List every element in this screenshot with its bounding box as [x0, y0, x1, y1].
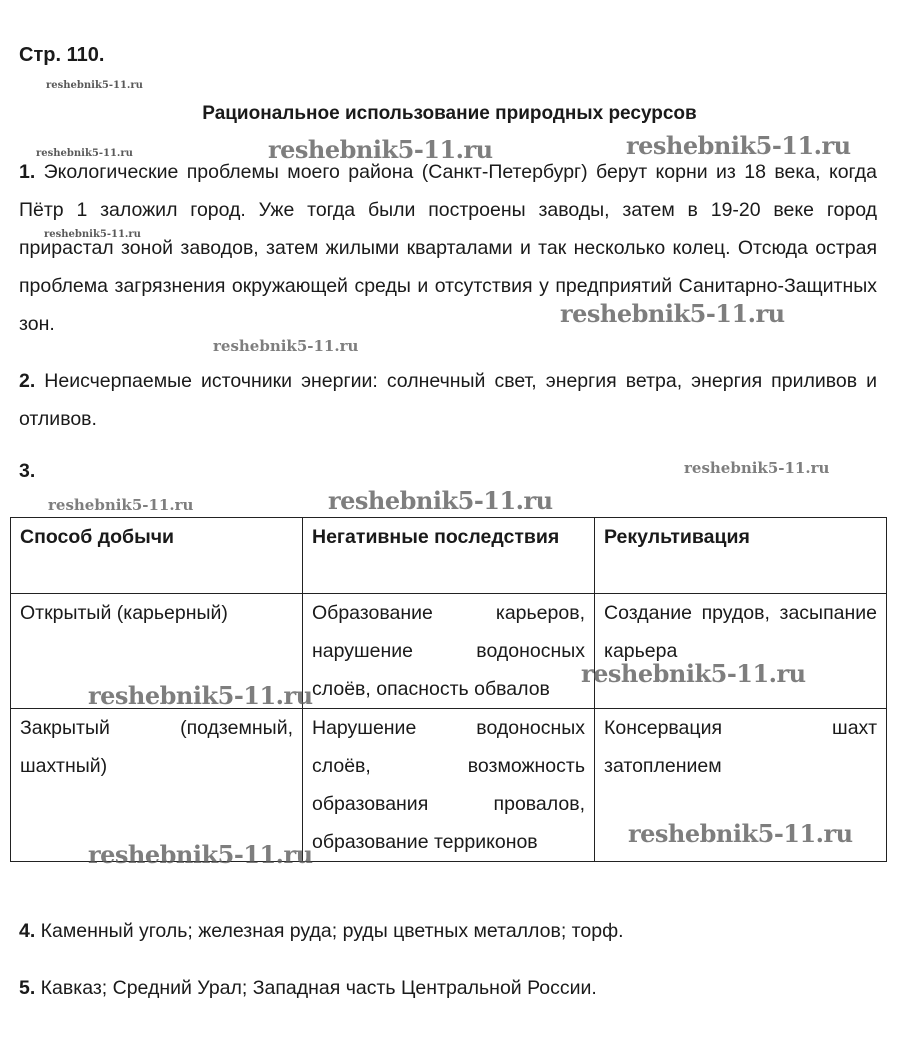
- answer-number: 5.: [19, 977, 36, 999]
- watermark: reshebnik5-11.ru: [88, 681, 313, 710]
- watermark: reshebnik5-11.ru: [44, 229, 141, 240]
- table-header: Способ добычи: [11, 518, 303, 594]
- answer-text: Каменный уголь; железная руда; руды цветных металлов; торф.: [35, 920, 624, 942]
- table-cell: Создание прудов, засыпание карьера: [595, 594, 887, 709]
- answer-1: [19, 153, 877, 343]
- table-cell: Образование карьеров, нарушение водоносных слоёв, опасность обвалов: [303, 594, 595, 709]
- watermark: reshebnik5-11.ru: [684, 459, 830, 477]
- watermark: reshebnik5-11.ru: [628, 819, 853, 848]
- answer-number: 2.: [19, 370, 36, 392]
- table-cell: Нарушение водоносных слоёв, возможность образования провалов, образование терриконов: [303, 709, 595, 862]
- watermark: reshebnik5-11.ru: [46, 80, 143, 91]
- watermark: reshebnik5-11.ru: [213, 337, 359, 355]
- answer-text: Неисчерпаемые источники энергии: солнечный свет, энергия ветра, энергия приливов и отливов.: [19, 370, 877, 430]
- mining-table: [10, 517, 887, 862]
- answer-3: 3.: [19, 460, 36, 482]
- watermark: reshebnik5-11.ru: [48, 496, 194, 514]
- answer-text: Кавказ; Средний Урал; Западная часть Центральной России.: [35, 977, 597, 999]
- table-header-row: [11, 518, 887, 594]
- answer-4: [19, 912, 877, 950]
- watermark: reshebnik5-11.ru: [36, 148, 133, 159]
- answer-text: Экологические проблемы моего района (Санкт-Петербург) берут корни из 18 века, когда Пётр 1 заложил город. Уже тогда были построены заводы, затем в 19-20 веке город прирастал зоной заводов, затем жилыми кварталами и так несколько колец. Отсюда острая проблема загрязнения окружающей среды и отсутствия у предприятий Санитарно-Защитных зон.: [19, 161, 877, 335]
- watermark: reshebnik5-11.ru: [268, 135, 493, 164]
- page-number: Стр. 110.: [19, 44, 105, 66]
- table-header: Рекультивация: [595, 518, 887, 594]
- answer-number: 1.: [19, 161, 36, 183]
- table-cell: Открытый (карьерный): [11, 594, 303, 709]
- table-row: [11, 709, 887, 862]
- page-title: Рациональное использование природных ресурсов: [202, 103, 697, 124]
- table-cell: Закрытый (подземный, шахтный): [11, 709, 303, 862]
- table-row: [11, 594, 887, 709]
- table-header: Негативные последствия: [303, 518, 595, 594]
- watermark: reshebnik5-11.ru: [626, 131, 851, 160]
- table-cell: Консервация шахт затоплением: [595, 709, 887, 862]
- watermark: reshebnik5-11.ru: [560, 299, 785, 328]
- watermark: reshebnik5-11.ru: [328, 486, 553, 515]
- watermark: reshebnik5-11.ru: [88, 840, 313, 869]
- answer-5: [19, 969, 877, 1007]
- answer-number: 4.: [19, 920, 36, 942]
- watermark: reshebnik5-11.ru: [581, 659, 806, 688]
- answer-2: [19, 362, 877, 438]
